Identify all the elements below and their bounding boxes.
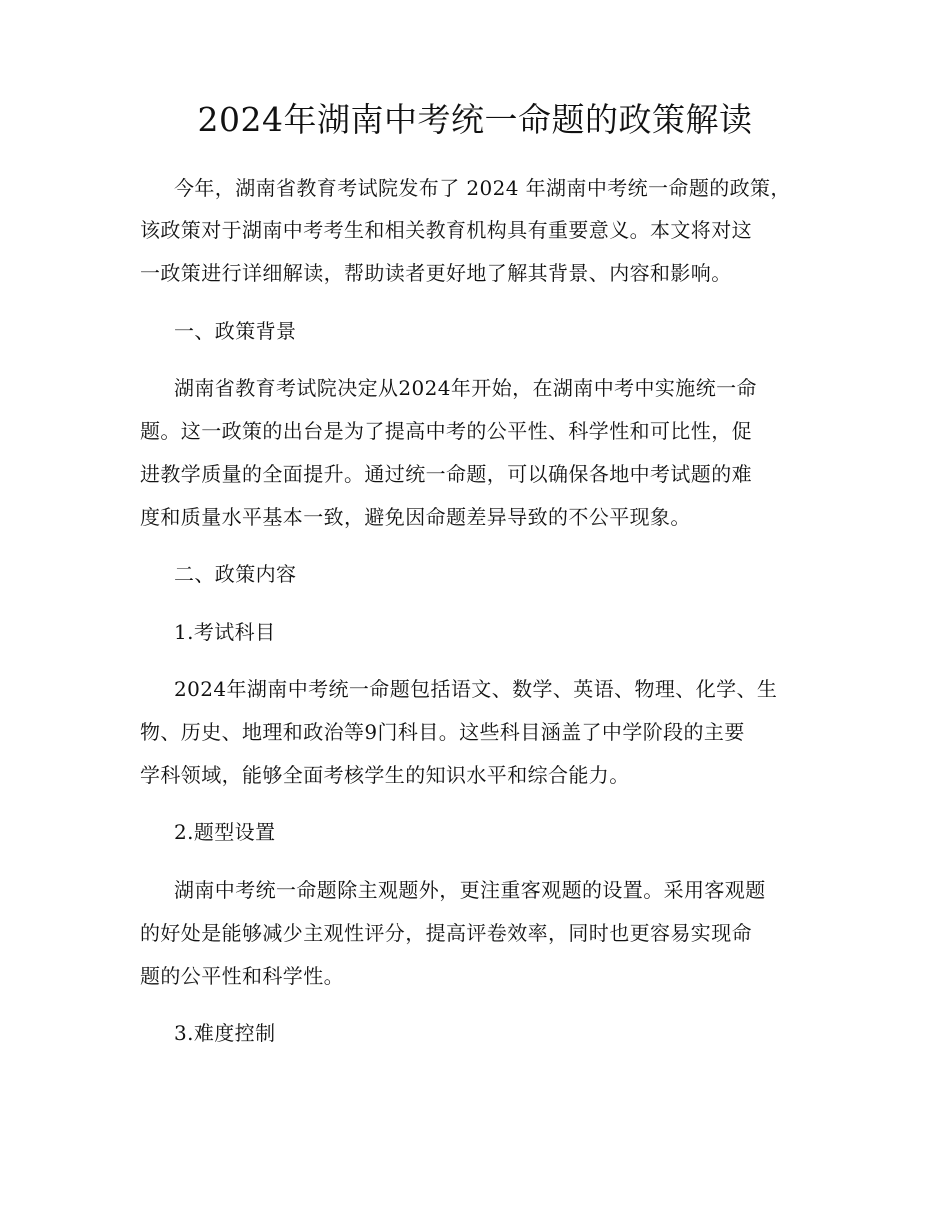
sub1-heading: 1.考试科目	[174, 620, 276, 644]
intro-line-3: 一政策进行详细解读，帮助读者更好地了解其背景、内容和影响。	[140, 261, 732, 285]
sub1-line-3: 学科领域，能够全面考核学生的知识水平和综合能力。	[140, 763, 630, 787]
document-title: 2024年湖南中考统一命题的政策解读	[197, 100, 753, 139]
sub2-line-3: 题的公平性和科学性。	[140, 964, 344, 988]
sub3-heading: 3.难度控制	[174, 1021, 276, 1045]
sub2-line-1: 湖南中考统一命题除主观题外，更注重客观题的设置。采用客观题	[174, 878, 766, 902]
intro-line-1: 今年，湖南省教育考试院发布了 2024 年湖南中考统一命题的政策，	[174, 176, 791, 200]
intro-line-2: 该政策对于湖南中考考生和相关教育机构具有重要意义。本文将对这	[140, 218, 752, 242]
section1-heading: 一、政策背景	[174, 319, 297, 343]
sub1-line-2: 物、历史、地理和政治等9门科目。这些科目涵盖了中学阶段的主要	[140, 720, 745, 744]
sub1-line-1: 2024年湖南中考统一命题包括语文、数学、英语、物理、化学、生	[174, 677, 778, 701]
section2-heading: 二、政策内容	[174, 562, 297, 586]
sub2-heading: 2.题型设置	[174, 820, 276, 844]
section1-line-2: 题。这一政策的出台是为了提高中考的公平性、科学性和可比性，促	[140, 419, 752, 443]
section1-line-3: 进教学质量的全面提升。通过统一命题，可以确保各地中考试题的难	[140, 462, 752, 486]
section1-line-4: 度和质量水平基本一致，避免因命题差异导致的不公平现象。	[140, 505, 691, 529]
section1-line-1: 湖南省教育考试院决定从2024年开始，在湖南中考中实施统一命	[174, 376, 757, 400]
sub2-line-2: 的好处是能够减少主观性评分，提高评卷效率，同时也更容易实现命	[140, 921, 752, 945]
